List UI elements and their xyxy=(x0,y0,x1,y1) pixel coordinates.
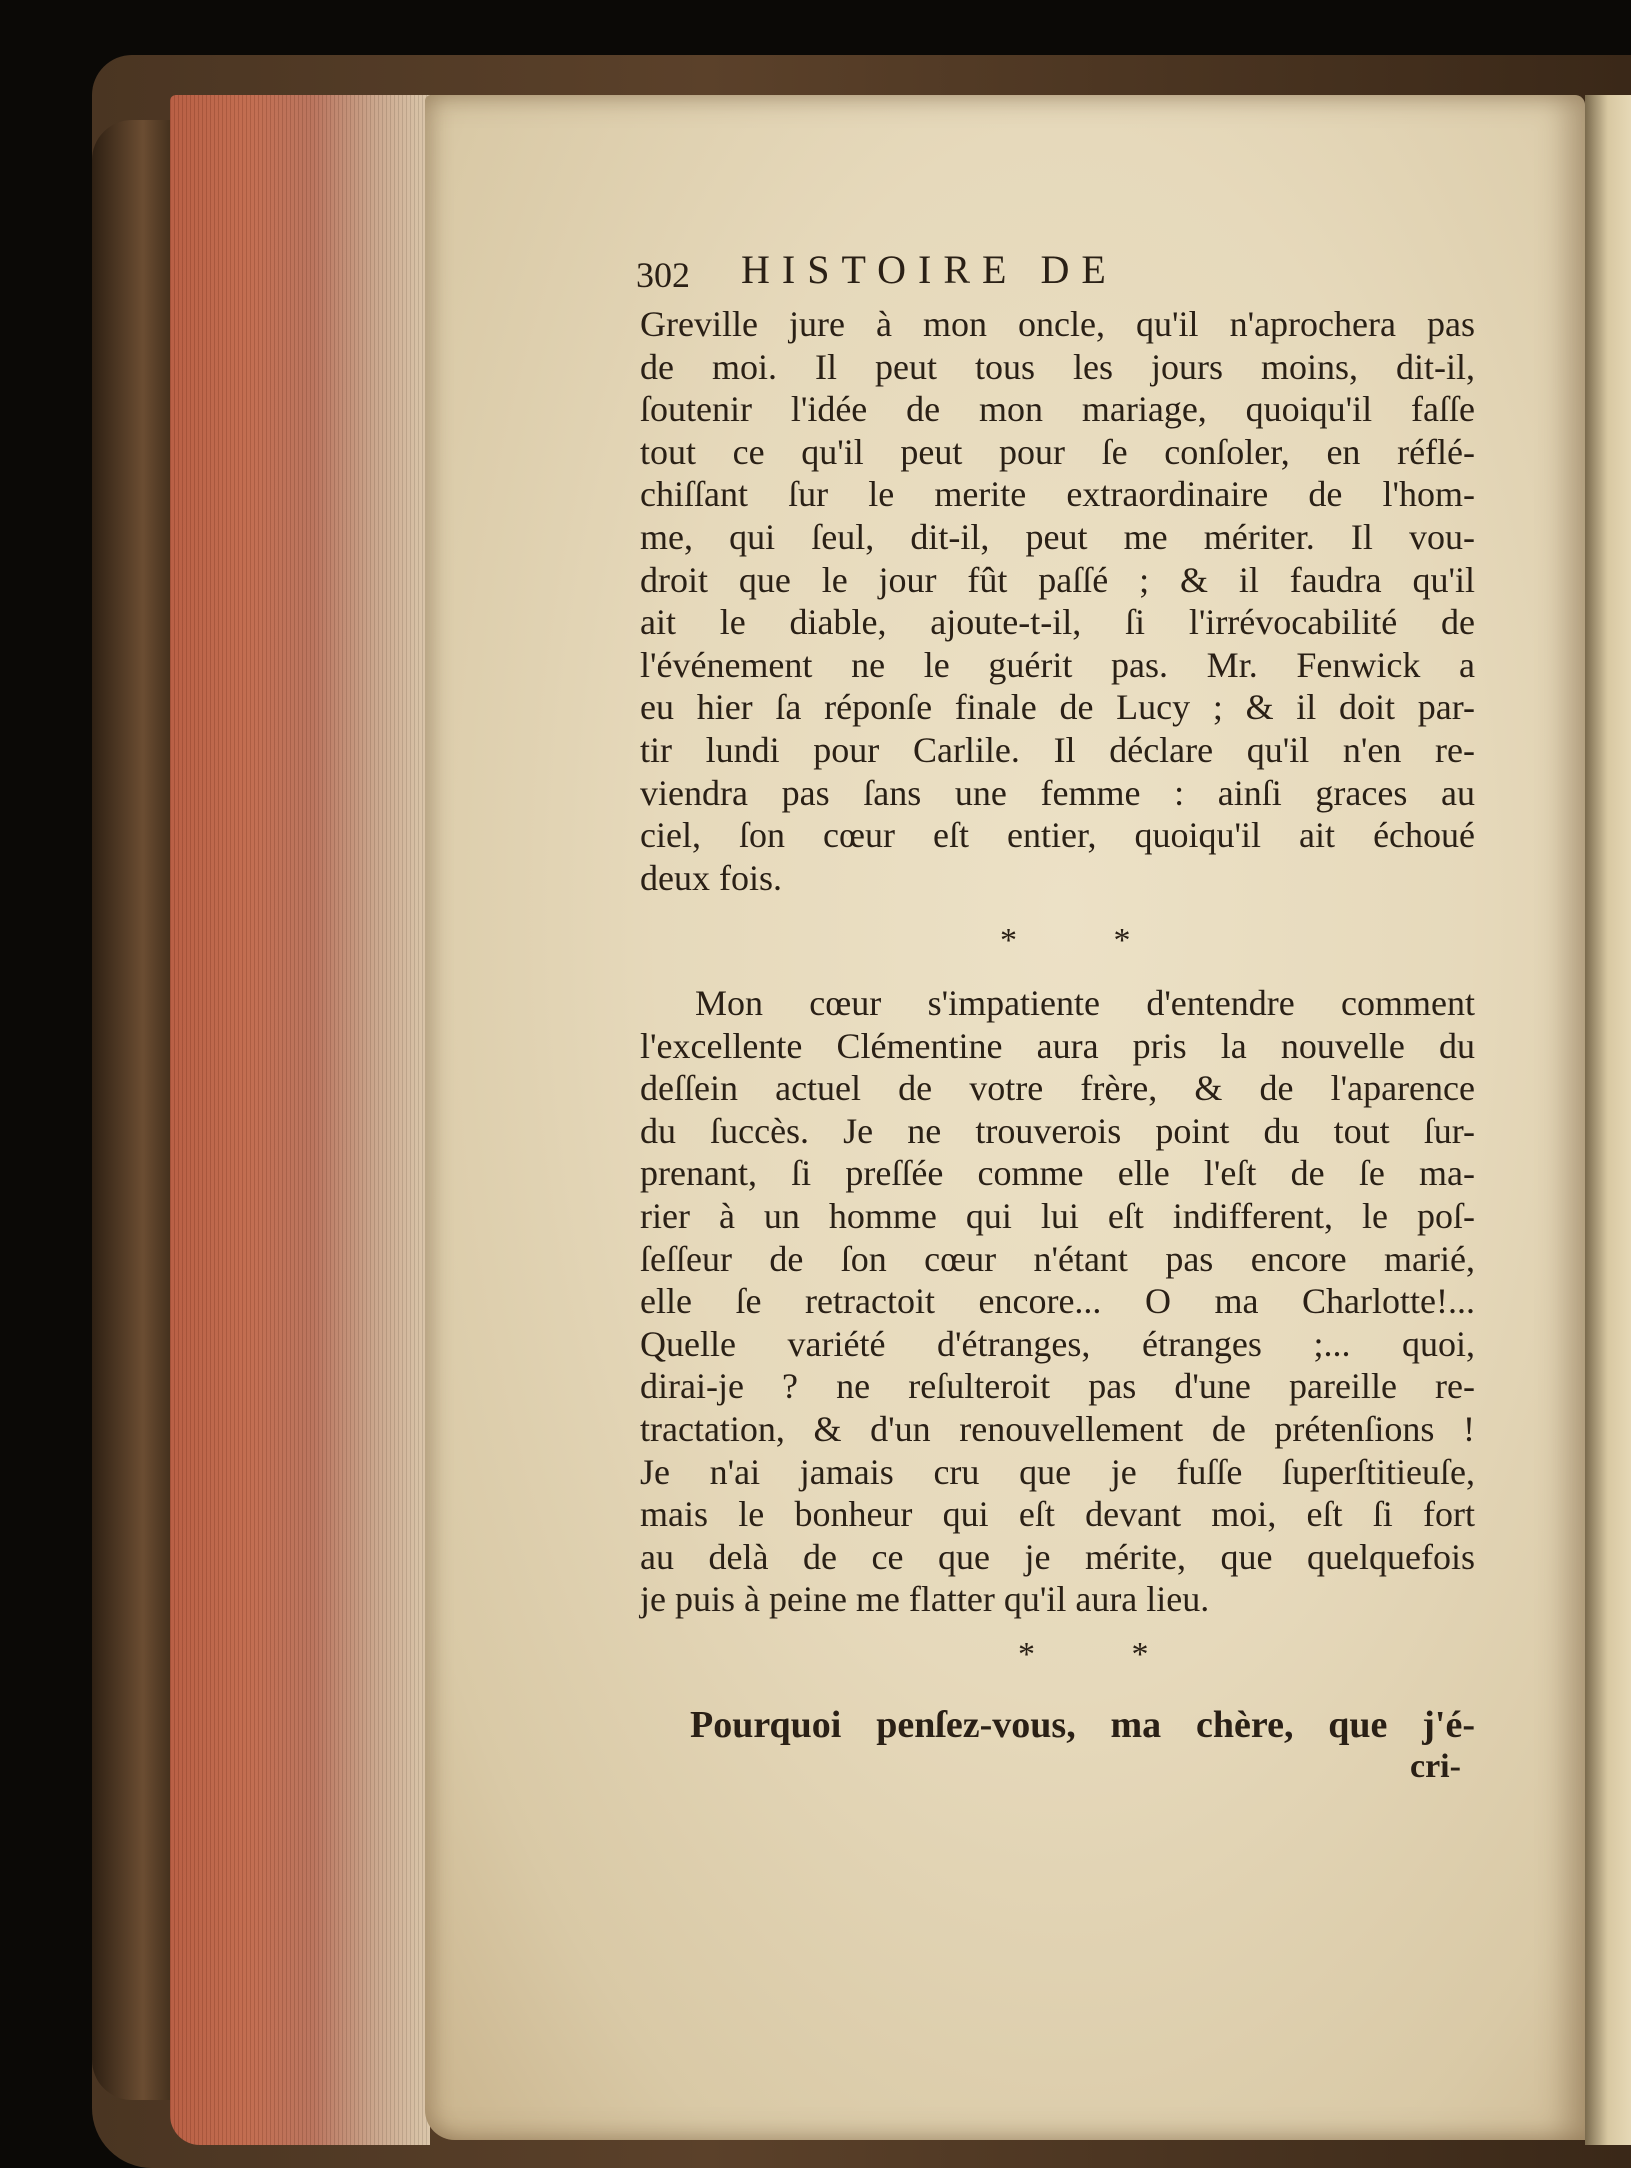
page-edges xyxy=(170,95,430,2145)
text-line: tractation, & d'un renouvellement de prétenſions ! xyxy=(640,1408,1475,1449)
text-line: Quelle variété d'étranges, étranges ;... quoi, xyxy=(640,1323,1475,1364)
text-line: au delà de ce que je mérite, que quelquefois xyxy=(640,1536,1475,1577)
text-line: deux fois. xyxy=(640,857,782,898)
paragraph-3 xyxy=(640,1702,1475,1748)
text-line: mais le bonheur qui eſt devant moi, eſt ſi fort xyxy=(640,1494,1475,1535)
text-line: rier à un homme qui lui eſt indifferent, le poſ- xyxy=(640,1195,1475,1236)
book-spine xyxy=(92,120,177,2100)
text-line: ſeſſeur de ſon cœur n'étant pas encore marié, xyxy=(640,1238,1475,1279)
text-line: me, qui ſeul, dit-il, peut me mériter. Il vou- xyxy=(640,516,1475,557)
text-line: du ſuccès. Je ne trouverois point du tout ſur- xyxy=(640,1110,1475,1151)
text-line: ciel, ſon cœur eſt entier, quoiqu'il ait échoué xyxy=(640,815,1475,856)
facing-page-edge xyxy=(1585,95,1631,2145)
text-line: droit que le jour fût paſſé ; & il faudra qu'il xyxy=(640,559,1475,600)
text-line: je puis à peine me flatter qu'il aura lieu. xyxy=(640,1579,1210,1620)
text-line: ait le diable, ajoute-t-il, ſi l'irrévocabilité de xyxy=(640,602,1475,643)
paragraph-2 xyxy=(640,982,1475,1621)
page-number: 302 xyxy=(636,255,690,295)
page-header xyxy=(636,246,1336,295)
section-separator: * * xyxy=(1000,922,1175,959)
text-line: elle ſe retractoit encore... O ma Charlotte!... xyxy=(640,1281,1475,1322)
text-line: tout ce qu'il peut pour ſe conſoler, en réflé- xyxy=(640,431,1475,472)
text-line: prenant, ſi preſſée comme elle l'eſt de ſe ma- xyxy=(640,1153,1475,1194)
text-line: dirai-je ? ne reſulteroit pas d'une pareille re- xyxy=(640,1366,1475,1407)
text-line: tir lundi pour Carlile. Il déclare qu'il n'en re- xyxy=(640,729,1475,770)
text-line: eu hier ſa réponſe finale de Lucy ; & il doit par- xyxy=(640,687,1475,728)
text-line: Je n'ai jamais cru que je fuſſe ſuperſtitieuſe, xyxy=(640,1451,1475,1492)
catchword: cri- xyxy=(1410,1748,1461,1785)
running-title: HISTOIRE DE xyxy=(741,247,1118,292)
text-line: viendra pas ſans une femme : ainſi graces au xyxy=(640,772,1475,813)
section-separator: * * xyxy=(1018,1636,1193,1673)
text-line: deſſein actuel de votre frère, & de l'aparence xyxy=(640,1068,1475,1109)
text-line: Mon cœur s'impatiente d'entendre comment xyxy=(695,983,1475,1023)
text-line: l'événement ne le guérit pas. Mr. Fenwick a xyxy=(640,644,1475,685)
text-line: l'excellente Clémentine aura pris la nouvelle du xyxy=(640,1025,1475,1066)
text-line: ſoutenir l'idée de mon mariage, quoiqu'il faſſe xyxy=(640,389,1475,430)
text-line: de moi. Il peut tous les jours moins, dit-il, xyxy=(640,346,1475,387)
text-line: chiſſant ſur le merite extraordinaire de l'hom- xyxy=(640,474,1475,515)
text-line: Greville jure à mon oncle, qu'il n'aprochera pas xyxy=(640,304,1475,344)
paragraph-1 xyxy=(640,303,1475,899)
text-line: Pourquoi penſez-vous, ma chère, que j'é- xyxy=(690,1704,1475,1746)
